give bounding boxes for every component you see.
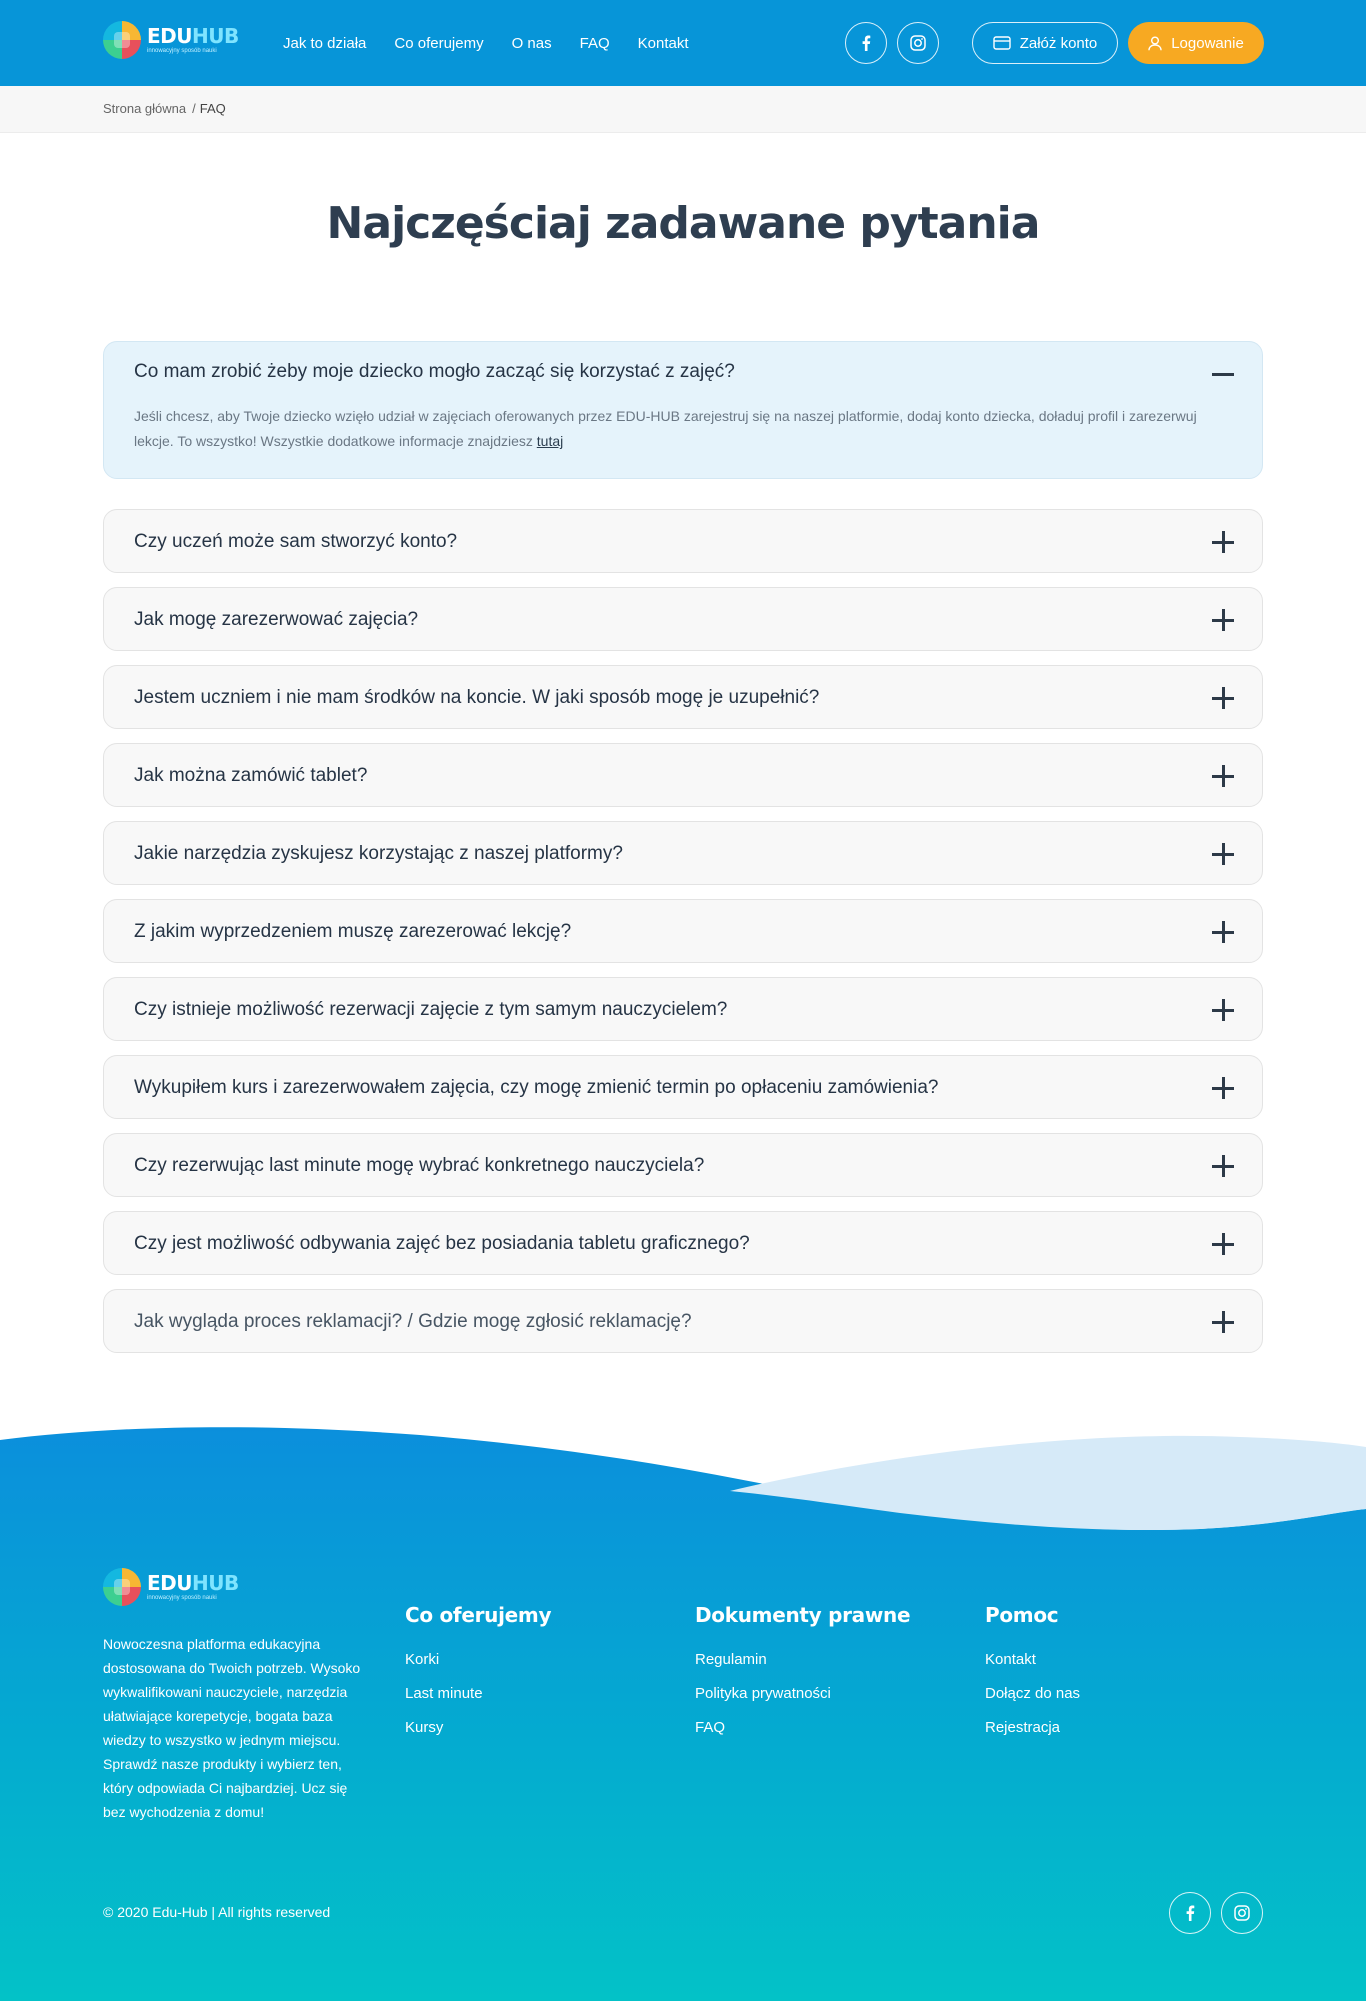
faq-item-open[interactable]: [103, 341, 1263, 479]
faq-item[interactable]: [103, 1055, 1263, 1119]
faq-question[interactable]: Wykupiłem kurs i zarezerwowałem zajęcia, czy mogę zmienić termin po opłaceniu zamówienia?: [134, 1077, 939, 1098]
plus-icon[interactable]: [1212, 1077, 1234, 1099]
nav-offer[interactable]: Co oferujemy: [394, 34, 484, 52]
faq-question[interactable]: Jak można zamówić tablet?: [134, 765, 368, 786]
faq-question[interactable]: Co mam zrobić żeby moje dziecko mogło zacząć się korzystać z zajęć?: [134, 361, 735, 382]
footer-logo[interactable]: [103, 1568, 239, 1606]
footer-column-title: Dokumenty prawne: [695, 1603, 911, 1627]
footer-column-offer: [405, 1603, 551, 1753]
footer-column-title: Pomoc: [985, 1603, 1059, 1627]
breadcrumb-separator: /: [192, 101, 196, 116]
footer-column-help: [985, 1603, 1080, 1753]
nav-faq[interactable]: FAQ: [579, 34, 610, 52]
footer-link[interactable]: Korki: [405, 1651, 440, 1668]
header-instagram-button[interactable]: [897, 22, 939, 64]
facebook-icon: [861, 35, 871, 51]
footer-link[interactable]: Kontakt: [985, 1651, 1036, 1668]
page-title: Najczęściaj zadawane pytania: [326, 198, 1040, 249]
faq-item[interactable]: [103, 977, 1263, 1041]
plus-icon[interactable]: [1212, 1233, 1234, 1255]
user-icon: [1148, 36, 1162, 51]
plus-icon[interactable]: [1212, 609, 1234, 631]
footer-link[interactable]: Dołącz do nas: [985, 1685, 1081, 1702]
footer-link[interactable]: FAQ: [695, 1719, 726, 1736]
site-header: [0, 0, 1366, 86]
faq-item[interactable]: [103, 1211, 1263, 1275]
faq-question[interactable]: Z jakim wyprzedzeniem muszę zarezerować lekcję?: [134, 921, 572, 942]
footer-link[interactable]: Last minute: [405, 1685, 483, 1702]
faq-question[interactable]: Czy uczeń może sam stworzyć konto?: [134, 531, 458, 552]
faq-item[interactable]: [103, 1133, 1263, 1197]
plus-icon[interactable]: [1212, 687, 1234, 709]
faq-item[interactable]: [103, 821, 1263, 885]
nav-about[interactable]: O nas: [511, 34, 552, 52]
faq-answer-link[interactable]: tutaj: [536, 433, 564, 449]
logo-wordmark: EDUHUB: [147, 24, 239, 48]
logo-tagline: innowacyjny sposób nauki: [147, 48, 217, 54]
plus-icon[interactable]: [1212, 999, 1234, 1021]
faq-list: [103, 341, 1263, 1367]
instagram-icon: [910, 35, 926, 51]
breadcrumb-home[interactable]: Strona główna: [103, 101, 187, 116]
faq-item[interactable]: [103, 509, 1263, 573]
header-logo[interactable]: [103, 21, 239, 59]
faq-item[interactable]: [103, 665, 1263, 729]
instagram-icon: [1234, 1905, 1250, 1921]
minus-icon[interactable]: [1212, 363, 1234, 385]
copyright: © 2020 Edu-Hub | All rights reserved: [103, 1904, 331, 1920]
faq-item[interactable]: [103, 587, 1263, 651]
faq-answer: Jeśli chcesz, aby Twoje dziecko wzięło udział w zajęciach oferowanych przez EDU-HUB zarejestruj się na naszej platformie, dodaj konto dziecka, doładuj profil i zarezerwuj lekcje. To wszystko! Wszystkie dodatkowe informacje znajdziesz tutaj: [134, 408, 1197, 449]
footer-column-title: Co oferujemy: [405, 1603, 552, 1627]
plus-icon[interactable]: [1212, 1311, 1234, 1333]
card-icon: [993, 36, 1011, 50]
breadcrumb-current: FAQ: [199, 101, 226, 116]
plus-icon[interactable]: [1212, 1155, 1234, 1177]
header-facebook-button[interactable]: [845, 22, 887, 64]
logo-wordmark: EDUHUB: [147, 1571, 239, 1595]
main-nav: [283, 0, 717, 86]
footer-link[interactable]: Polityka prywatności: [695, 1685, 831, 1702]
breadcrumb: [103, 101, 226, 116]
faq-question[interactable]: Czy jest możliwość odbywania zajęć bez posiadania tabletu graficznego?: [134, 1233, 750, 1254]
footer-link[interactable]: Rejestracja: [985, 1719, 1061, 1736]
footer-link[interactable]: Kursy: [405, 1719, 444, 1736]
logo-icon: [103, 21, 141, 59]
footer-instagram-button[interactable]: [1221, 1892, 1263, 1934]
faq-question[interactable]: Jak wygląda proces reklamacji? / Gdzie mogę zgłosić reklamację?: [134, 1311, 692, 1332]
footer-facebook-button[interactable]: [1169, 1892, 1211, 1934]
facebook-icon: [1185, 1905, 1195, 1921]
logo-tagline: innowacyjny sposób nauki: [147, 1595, 217, 1601]
faq-question[interactable]: Jakie narzędzia zyskujesz korzystając z naszej platformy?: [134, 843, 623, 864]
faq-item[interactable]: [103, 743, 1263, 807]
footer-column-legal: [695, 1603, 910, 1753]
nav-how-it-works[interactable]: Jak to działa: [283, 34, 367, 52]
plus-icon[interactable]: [1212, 531, 1234, 553]
faq-question[interactable]: Czy istnieje możliwość rezerwacji zajęcie z tym samym nauczycielem?: [134, 999, 728, 1020]
plus-icon[interactable]: [1212, 843, 1234, 865]
register-button[interactable]: Załóż konto: [972, 22, 1118, 64]
login-button[interactable]: Logowanie: [1128, 22, 1264, 64]
plus-icon[interactable]: [1212, 765, 1234, 787]
faq-item[interactable]: [103, 1289, 1263, 1353]
footer-description: Nowoczesna platforma edukacyjna dostosowana do Twoich potrzeb. Wysoko wykwalifikowani nauczyciele, narzędzia ułatwiające korepetycje, bogata baza wiedzy to wszystko w jednym miejscu. Sprawdź nasze produkty i wybierz ten, który odpowiada Ci najbardziej. Ucz się bez wychodzenia z domu!: [103, 1636, 361, 1820]
faq-item[interactable]: [103, 899, 1263, 963]
faq-question[interactable]: Czy rezerwując last minute mogę wybrać konkretnego nauczyciela?: [134, 1155, 705, 1176]
footer-link[interactable]: Regulamin: [695, 1651, 767, 1668]
site-footer: [0, 1425, 1366, 2001]
logo-icon: [103, 1568, 141, 1606]
faq-question[interactable]: Jestem uczniem i nie mam środków na koncie. W jaki sposób mogę je uzupełnić?: [134, 687, 820, 708]
breadcrumb-bar: [0, 86, 1366, 133]
plus-icon[interactable]: [1212, 921, 1234, 943]
faq-question[interactable]: Jak mogę zarezerwować zajęcia?: [134, 609, 419, 630]
nav-contact[interactable]: Kontakt: [637, 34, 689, 52]
